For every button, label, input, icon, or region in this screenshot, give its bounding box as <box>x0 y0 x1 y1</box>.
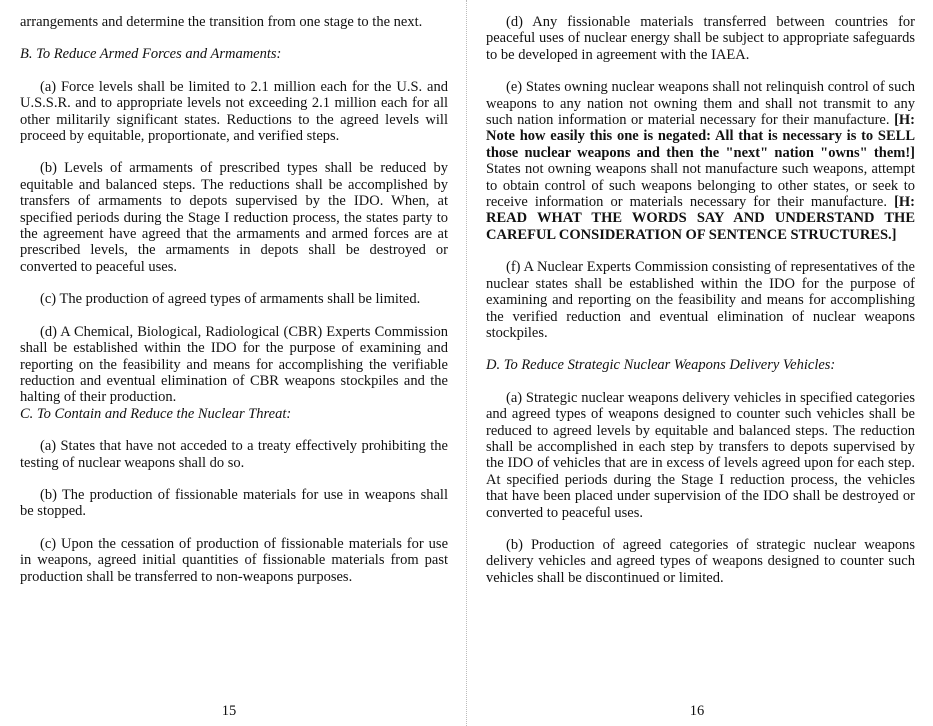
paragraph-b-d <box>20 324 448 406</box>
paragraph-c-f <box>486 259 915 341</box>
paragraph-d-a <box>486 390 915 521</box>
paragraph-c-d <box>486 14 915 63</box>
heading-section-b: B. To Reduce Armed Forces and Armaments: <box>20 46 282 63</box>
paragraph-c-b <box>20 487 448 520</box>
paragraph-b-b <box>20 160 448 275</box>
right-page <box>466 0 933 726</box>
paragraph-b-a-text: (a) Force levels shall be limited to 2.1 million each for the U.S. and U.S.S.R. and to appropriate levels not exceeding 2.1 million each for all other militarily significant states. Reductions to the agreed levels will proceed by equitable, proportionate, and verified steps. <box>20 78 448 145</box>
paragraph-c-c <box>20 536 448 585</box>
paragraph-c-f-text: (f) A Nuclear Experts Commission consisting of representatives of the nuclear states shall be established within the IDO for the purpose of examining and reporting on the feasibility and means for accomplishing the verified reduction and eventual elimination of nuclear weapons stockpiles. <box>486 259 915 341</box>
left-page <box>0 0 466 726</box>
editor-note-2: [H: READ WHAT THE WORDS SAY AND UNDERSTAND THE CAREFUL CONSIDERATION OF SENTENCE STRUCTURES.] <box>486 194 915 243</box>
page-number-right: 16 <box>689 703 705 719</box>
paragraph-c-c-text: (c) Upon the cessation of production of fissionable materials for use in weapons, agreed initial quantities of fissionable materials from past production shall be transferred to non-weapons purposes. <box>20 535 448 585</box>
page-number-left: 15 <box>221 703 237 719</box>
paragraph-c-a-text: (a) States that have not acceded to a treaty effectively prohibiting the testing of nuclear weapons shall do so. <box>20 438 448 471</box>
paragraph-b-b-text: (b) Levels of armaments of prescribed types shall be reduced by equitable and balanced steps. The reductions shall be accomplished by transfers of armaments to depots supervised by the IDO. When, at specified periods during the Stage I reduction process, the states party to the agreement have agreed that the armaments and armed forces are at prescribed levels, the armaments in depots shall be destroyed or converted to peaceful uses. <box>20 160 448 275</box>
paragraph-d-b-text: (b) Production of agreed categories of strategic nuclear weapons delivery vehicles and agreed types of weapons designed to counter such vehicles shall be discontinued or limited. <box>486 536 915 586</box>
paragraph-b-d-text: (d) A Chemical, Biological, Radiological (CBR) Experts Commission shall be established within the IDO for the purpose of examining and reporting on the feasibility and means for accomplishing the verifiable reduction and eventual elimination of CBR weapons stockpiles and the halting of their production. <box>20 323 448 406</box>
heading-section-c: C. To Contain and Reduce the Nuclear Threat: <box>20 405 292 422</box>
paragraph-b-a <box>20 79 448 145</box>
paragraph-c-a <box>20 438 448 471</box>
paragraph-c-e-text-2: States not owning weapons shall not manufacture such weapons, attempt to obtain control of such weapons belonging to other states, or seek to receive information or materials necessary for their manufacture. <box>486 161 915 211</box>
paragraph-b-c <box>20 291 448 307</box>
paragraph-c-b-text: (b) The production of fissionable materials for use in weapons shall be stopped. <box>20 486 448 520</box>
paragraph-c-d-text: (d) Any fissionable materials transferred between countries for peaceful uses of nuclear energy shall be subject to appropriate safeguards to be developed in agreement with the IAEA. <box>486 14 915 63</box>
editor-note-1: [H: Note how easily this one is negated: All that is necessary is to SELL those nuclear weapons and then the "next" nation "owns" them!] <box>486 112 916 161</box>
paragraph-c-e <box>486 79 915 243</box>
paragraph-d-a-text: (a) Strategic nuclear weapons delivery vehicles in specified categories and agreed types of weapons designed to counter such vehicles shall be reduced to agreed levels by equitable and balanced steps. The reduction shall be accomplished in each step by transfers to depots supervised by the IDO of vehicles that are in excess of levels agreed upon for each step. At specified periods during the Stage I reduction process, the vehicles that have been placed under supervision of the IDO shall be destroyed or converted to peaceful uses. <box>486 389 915 521</box>
heading-section-d: D. To Reduce Strategic Nuclear Weapons Delivery Vehicles: <box>486 357 836 374</box>
paragraph-b-c-text: (c) The production of agreed types of armaments shall be limited. <box>40 291 421 308</box>
paragraph-continuation: arrangements and determine the transition from one stage to the next. <box>20 14 423 30</box>
paragraph-c-e-text-1: (e) States owning nuclear weapons shall not relinquish control of such weapons to any nation not owning them and shall not transmit to any such nation information or material necessary for their manufacture. <box>486 79 915 129</box>
paragraph-d-b <box>486 537 915 586</box>
